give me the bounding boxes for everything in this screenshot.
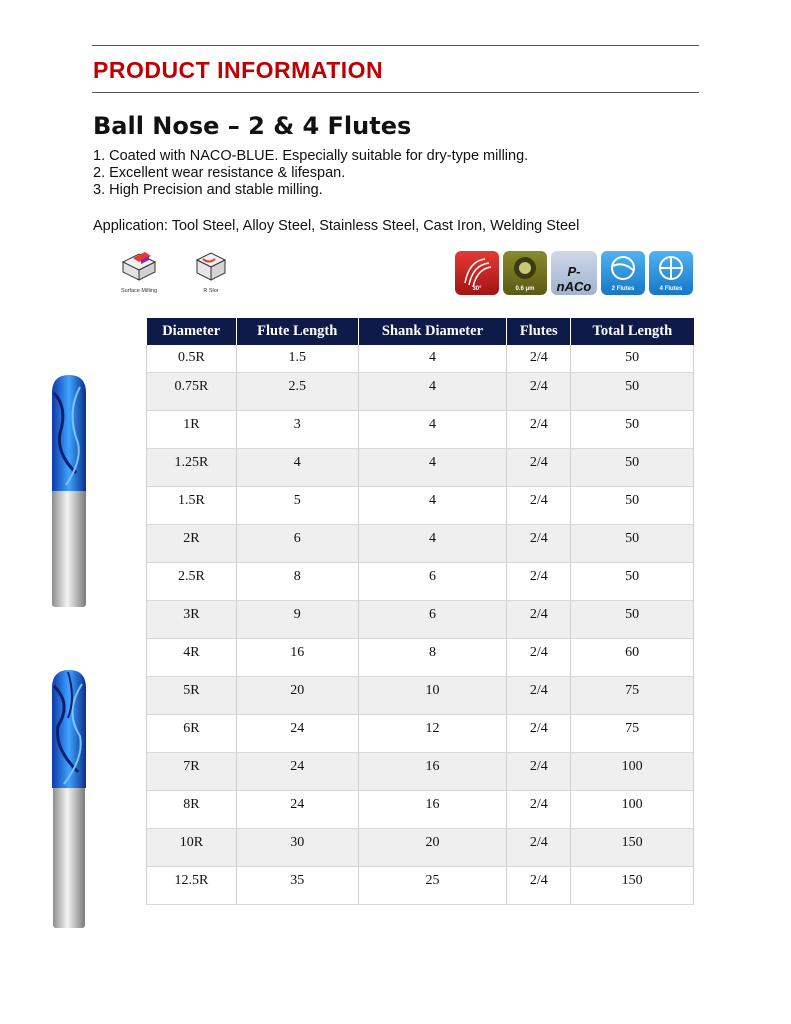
flutes-cell: 2/4	[507, 866, 571, 904]
diameter-cell: 8R	[147, 790, 237, 828]
total-length-cell: 50	[571, 600, 694, 638]
flute-length-cell: 24	[236, 714, 358, 752]
shank-diameter-cell: 10	[358, 676, 507, 714]
total-length-cell: 50	[571, 410, 694, 448]
total-length-cell: 100	[571, 752, 694, 790]
diameter-cell: 1R	[147, 410, 237, 448]
diameter-cell: 0.75R	[147, 372, 237, 410]
total-length-cell: 50	[571, 372, 694, 410]
diameter-cell: 0.5R	[147, 345, 237, 372]
flute-length-cell: 24	[236, 752, 358, 790]
grain-size-label: 0.6 μm	[515, 286, 535, 292]
coating-icon	[551, 251, 597, 295]
grain-size-icon	[503, 251, 547, 295]
flutes-cell: 2/4	[507, 345, 571, 372]
shank-diameter-cell: 25	[358, 866, 507, 904]
total-length-cell: 100	[571, 790, 694, 828]
section-heading: PRODUCT INFORMATION	[93, 57, 384, 83]
flutes-cell: 2/4	[507, 790, 571, 828]
flute-length-cell: 4	[236, 448, 358, 486]
flutes-cell: 2/4	[507, 752, 571, 790]
flute-length-cell: 6	[236, 524, 358, 562]
coating-label: P-nACo	[556, 264, 592, 294]
flute-length-cell: 9	[236, 600, 358, 638]
heading-rule	[92, 92, 699, 93]
specification-table	[146, 318, 694, 905]
diameter-cell: 4R	[147, 638, 237, 676]
total-length-cell: 50	[571, 486, 694, 524]
flute-length-cell: 24	[236, 790, 358, 828]
column-header-diameter: Diameter	[147, 318, 237, 345]
table-row	[147, 562, 694, 600]
shank-diameter-cell: 20	[358, 828, 507, 866]
flute-length-cell: 8	[236, 562, 358, 600]
shank-diameter-cell: 4	[358, 524, 507, 562]
shank-diameter-cell: 4	[358, 410, 507, 448]
flutes-cell: 2/4	[507, 524, 571, 562]
flutes-cell: 2/4	[507, 714, 571, 752]
shank-diameter-cell: 6	[358, 562, 507, 600]
flutes-cell: 2/4	[507, 600, 571, 638]
total-length-cell: 75	[571, 714, 694, 752]
column-header-shank-diameter: Shank Diameter	[358, 318, 507, 345]
feature-list	[93, 148, 528, 199]
flute-length-cell: 2.5	[236, 372, 358, 410]
helix-angle-icon	[455, 251, 499, 295]
shank-diameter-cell: 4	[358, 448, 507, 486]
total-length-cell: 50	[571, 562, 694, 600]
table-row	[147, 600, 694, 638]
diameter-cell: 2.5R	[147, 562, 237, 600]
table-row	[147, 345, 694, 372]
product-title: Ball Nose – 2 & 4 Flutes	[93, 112, 412, 140]
table-body	[147, 345, 694, 904]
flute-length-cell: 35	[236, 866, 358, 904]
diameter-cell: 12.5R	[147, 866, 237, 904]
flute-length-cell: 3	[236, 410, 358, 448]
spec-badges	[455, 251, 693, 295]
total-length-cell: 50	[571, 524, 694, 562]
total-length-cell: 75	[571, 676, 694, 714]
shank-diameter-cell: 12	[358, 714, 507, 752]
table-row	[147, 866, 694, 904]
flutes-cell: 2/4	[507, 638, 571, 676]
table-row	[147, 524, 694, 562]
feature-item: 3. High Precision and stable milling.	[93, 182, 323, 198]
total-length-cell: 150	[571, 828, 694, 866]
total-length-cell: 150	[571, 866, 694, 904]
shank-diameter-cell: 16	[358, 790, 507, 828]
diameter-cell: 1.5R	[147, 486, 237, 524]
feature-item: 1. Coated with NACO-BLUE. Especially suitable for dry-type milling.	[93, 148, 529, 164]
flute-length-cell: 1.5	[236, 345, 358, 372]
shank-diameter-cell: 8	[358, 638, 507, 676]
diameter-cell: 6R	[147, 714, 237, 752]
top-rule	[92, 45, 699, 46]
total-length-cell: 60	[571, 638, 694, 676]
table-row	[147, 410, 694, 448]
flutes-cell: 2/4	[507, 448, 571, 486]
shank-diameter-cell: 6	[358, 600, 507, 638]
flutes-cell: 2/4	[507, 372, 571, 410]
diameter-cell: 7R	[147, 752, 237, 790]
flutes-cell: 2/4	[507, 828, 571, 866]
total-length-cell: 50	[571, 448, 694, 486]
helix-angle-label: 30°	[472, 286, 482, 292]
flutes-cell: 2/4	[507, 486, 571, 524]
diameter-cell: 5R	[147, 676, 237, 714]
flute-length-cell: 30	[236, 828, 358, 866]
flutes-cell: 2/4	[507, 676, 571, 714]
diameter-cell: 1.25R	[147, 448, 237, 486]
table-row	[147, 638, 694, 676]
r-slot-label: R Slor	[203, 288, 219, 294]
flute-length-cell: 20	[236, 676, 358, 714]
four-flutes-label: 4 Flutes	[659, 286, 683, 292]
four-flutes-icon	[649, 251, 693, 295]
table-row	[147, 448, 694, 486]
diameter-cell: 10R	[147, 828, 237, 866]
surface-milling-label: Surface Milling	[120, 288, 158, 294]
table-row	[147, 714, 694, 752]
shank-diameter-cell: 16	[358, 752, 507, 790]
table-row	[147, 828, 694, 866]
flutes-cell: 2/4	[507, 410, 571, 448]
table-row	[147, 372, 694, 410]
column-header-flute-length: Flute Length	[236, 318, 358, 345]
column-header-flutes: Flutes	[507, 318, 571, 345]
diameter-cell: 2R	[147, 524, 237, 562]
table-row	[147, 486, 694, 524]
table-row	[147, 790, 694, 828]
shank-diameter-cell: 4	[358, 345, 507, 372]
total-length-cell: 50	[571, 345, 694, 372]
surface-milling-icon	[114, 248, 164, 294]
end-mill-image-2-flute	[46, 373, 92, 614]
flute-length-cell: 16	[236, 638, 358, 676]
flutes-cell: 2/4	[507, 562, 571, 600]
two-flutes-label: 2 Flutes	[611, 286, 635, 292]
flute-length-cell: 5	[236, 486, 358, 524]
r-slot-icon	[186, 248, 236, 294]
shank-diameter-cell: 4	[358, 372, 507, 410]
column-header-total-length: Total Length	[571, 318, 694, 345]
feature-item: 2. Excellent wear resistance & lifespan.	[93, 165, 346, 181]
application-text: Application: Tool Steel, Alloy Steel, Stainless Steel, Cast Iron, Welding Steel	[93, 218, 580, 234]
table-row	[147, 752, 694, 790]
table-header-row	[147, 318, 694, 345]
two-flutes-icon	[601, 251, 645, 295]
shank-diameter-cell: 4	[358, 486, 507, 524]
end-mill-image-4-flute	[46, 668, 92, 935]
table-row	[147, 676, 694, 714]
diameter-cell: 3R	[147, 600, 237, 638]
